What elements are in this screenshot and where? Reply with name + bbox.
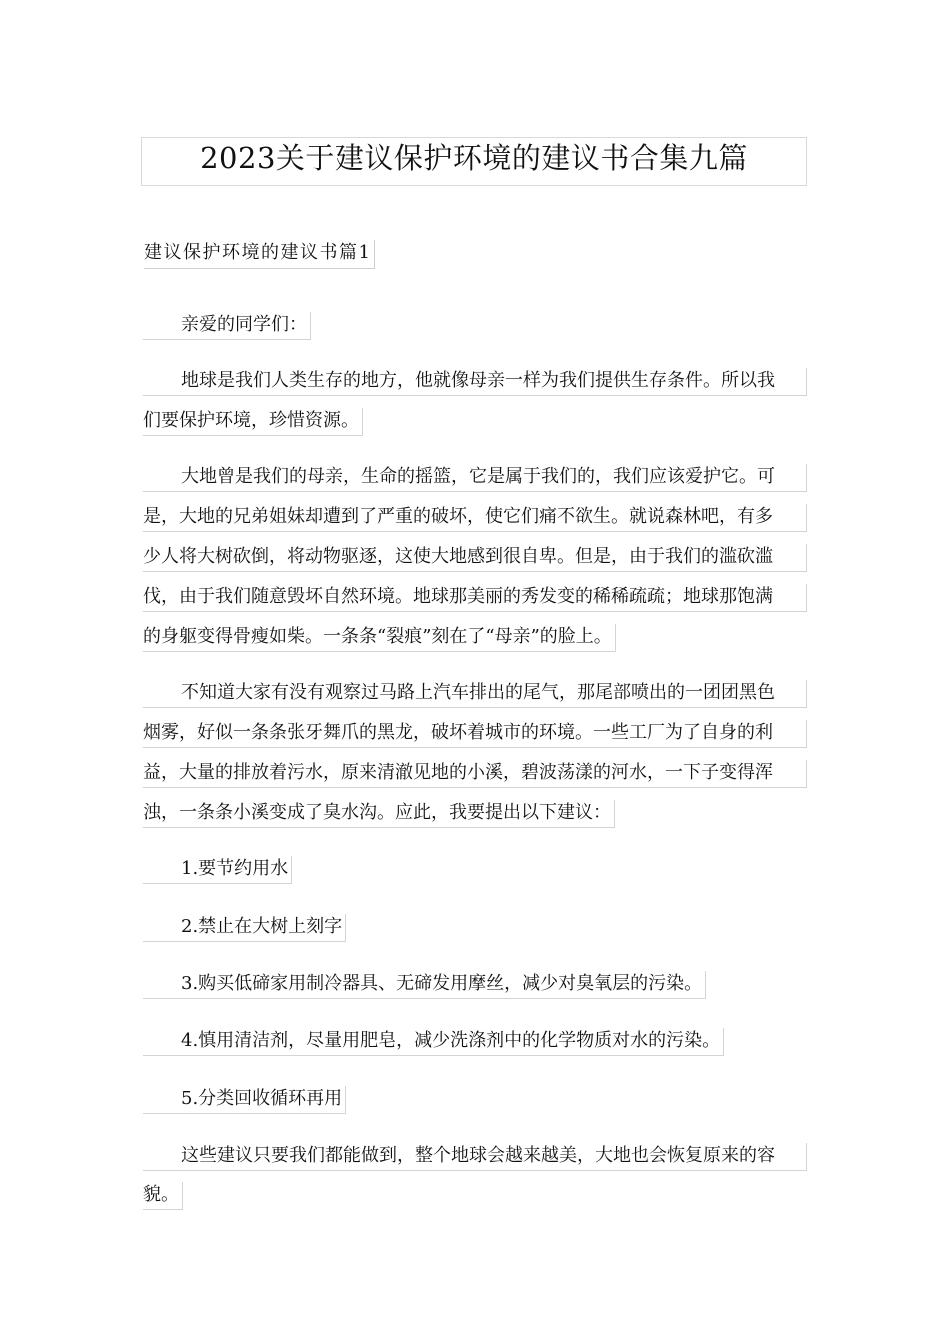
paragraph3-line-3: 益，大量的排放着污水，原来清澈见地的小溪，碧波荡漾的河水，一下子变得浑 [143,760,807,788]
paragraph2-line-4: 伐，由于我们随意毁坏自然环境。地球那美丽的秀发变的稀稀疏疏；地球那饱满 [143,584,807,612]
suggestion-item-5: 5.分类回收循环再用 [143,1086,346,1114]
section-heading: 建议保护环境的建议书篇1 [144,240,375,269]
paragraph2-line-5: 的身躯变得骨瘦如柴。一条条“裂痕”刻在了“母亲”的脸上。 [143,624,616,652]
paragraph2-line-3: 少人将大树砍倒，将动物驱逐，这使大地感到很自卑。但是，由于我们的滥砍滥 [143,544,807,572]
suggestion-item-4: 4.慎用清洁剂，尽量用肥皂，减少洗涤剂中的化学物质对水的污染。 [143,1028,724,1056]
paragraph2-line-2: 是，大地的兄弟姐妹却遭到了严重的破坏，使它们痛不欲生。就说森林吧，有多 [143,504,807,532]
suggestion-item-1: 1.要节约用水 [143,856,292,884]
greeting-line: 亲爱的同学们： [143,312,311,340]
paragraph1-line-1: 地球是我们人类生存的地方，他就像母亲一样为我们提供生存条件。所以我 [143,368,807,396]
paragraph3-line-1: 不知道大家有没有观察过马路上汽车排出的尾气，那尾部喷出的一团团黑色 [143,680,807,708]
suggestion-item-3: 3.购买低碲家用制冷器具、无碲发用摩丝，减少对臭氧层的污染。 [143,971,706,999]
paragraph3-line-4: 浊，一条条小溪变成了臭水沟。应此，我要提出以下建议： [143,800,615,828]
closing-line-1: 这些建议只要我们都能做到，整个地球会越来越美，大地也会恢复原来的容 [143,1143,807,1171]
closing-line-2: 貌。 [143,1182,183,1210]
suggestion-item-2: 2.禁止在大树上刻字 [143,914,346,942]
paragraph2-line-1: 大地曾是我们的母亲，生命的摇篮，它是属于我们的，我们应该爱护它。可 [143,464,807,492]
paragraph1-line-2: 们要保护环境，珍惜资源。 [143,408,363,436]
document-title: 2023关于建议保护环境的建议书合集九篇 [141,137,807,186]
paragraph3-line-2: 烟雾，好似一条条张牙舞爪的黑龙，破坏着城市的环境。一些工厂为了自身的利 [143,720,807,748]
